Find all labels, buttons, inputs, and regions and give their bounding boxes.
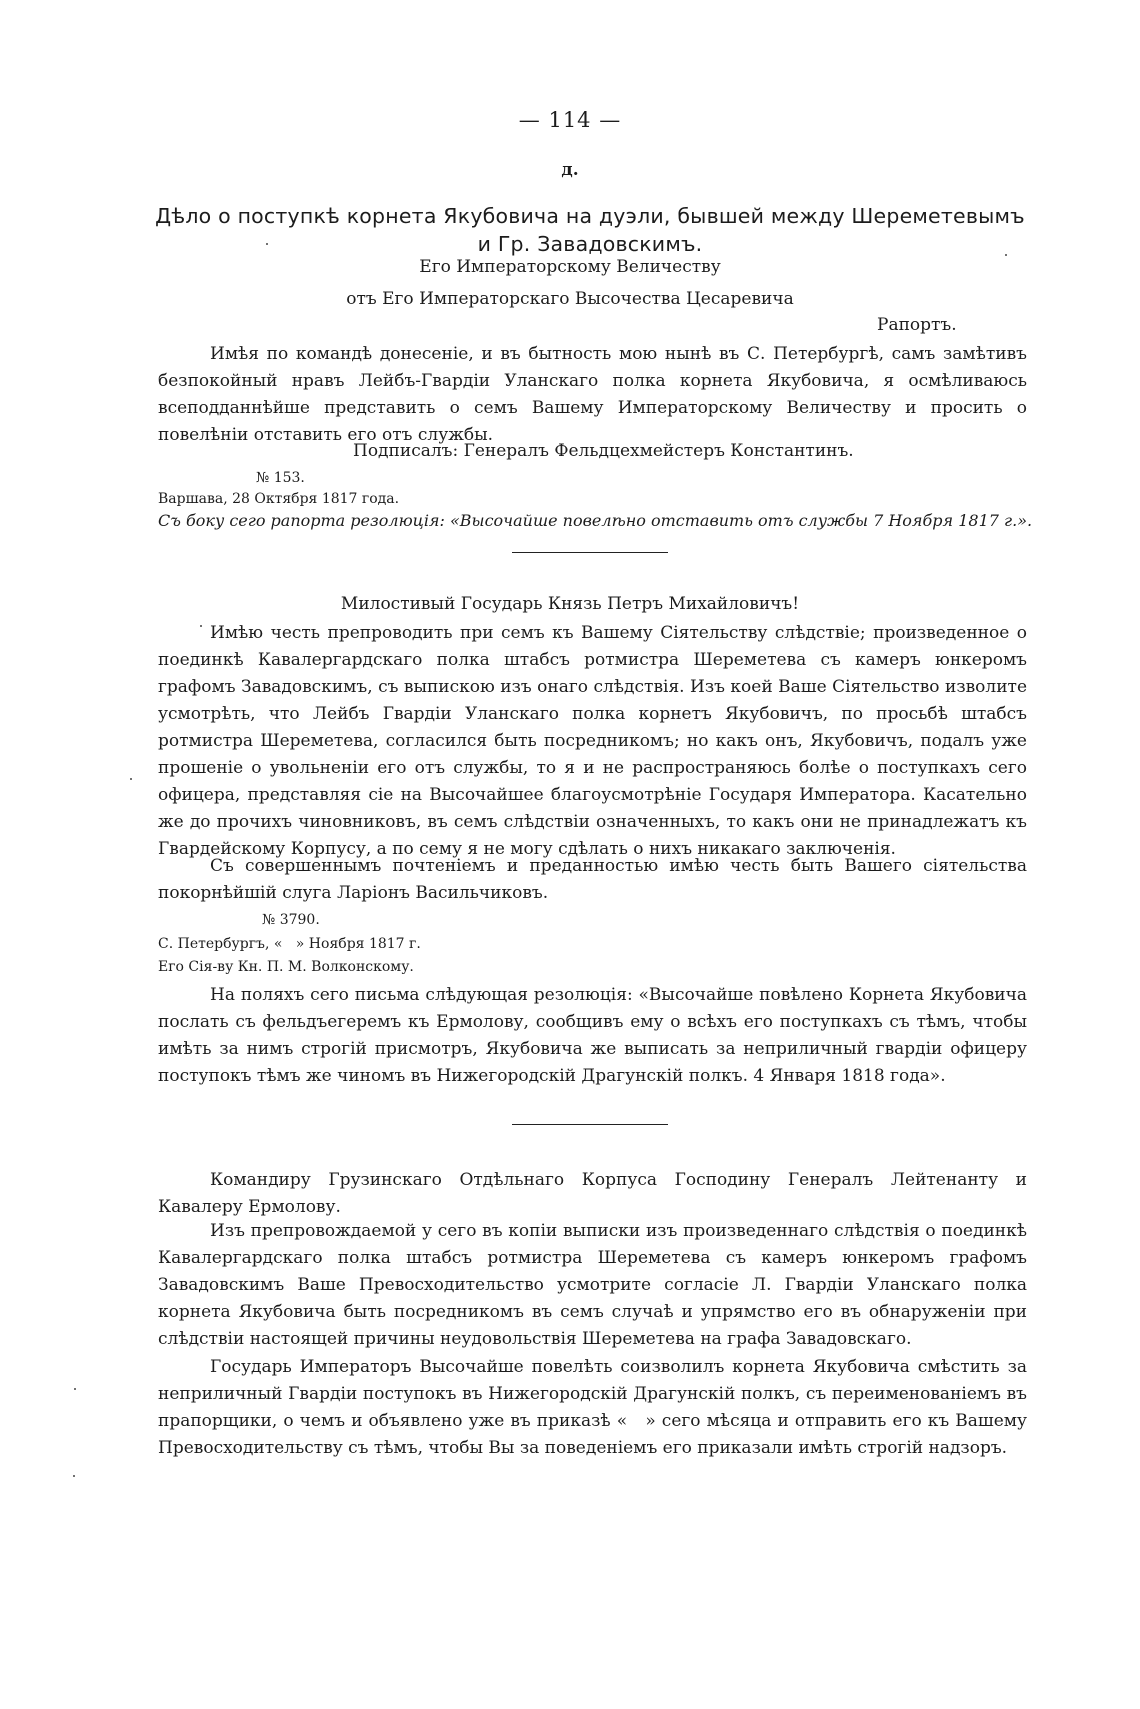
scan-speck <box>74 1388 76 1390</box>
report-addressee: Его Императорскому Величеству <box>419 257 721 277</box>
report-number: № 153. <box>256 470 305 486</box>
report-sender: отъ Его Императорскаго Высочества Цесаревича <box>346 289 794 309</box>
letter-body: Имѣю честь препроводить при семъ къ Вашему Сіятельству слѣдствіе; произведенное о поединкѣ Кавалергардскаго полка штабсъ ротмистра Шереметева съ камеръ юнкеромъ графомъ Завадовскимъ, съ выпискою изъ онаго слѣдствія. Изъ коей Ваше Сіятельство изволите усмотрѣть, что Лейбъ Гвардіи Уланскаго полка корнетъ Якубовичъ, по просьбѣ штабсъ ротмистра Шереметева, согласился быть посредникомъ; но какъ онъ, Якубовичъ, подалъ уже прошеніе о увольненіи его отъ службы, то я и не распространяюсь болѣе о поступкахъ сего офицера, представляя сіе на Высочайшее благоусмотрѣніе Государя Императора. Касательно же до прочихъ чиновниковъ, въ семъ слѣдствіи означенныхъ, то какъ они не принадлежатъ къ Гвардейскому Корпусу, а по сему я не могу сдѣлать о нихъ никакаго заключенія. <box>158 623 1027 859</box>
letter-place-date: С. Петербургъ, « » Ноября 1817 г. <box>158 936 421 952</box>
letter-recipient: Его Сія-ву Кн. П. М. Волконскому. <box>158 959 414 975</box>
section-divider <box>512 1124 668 1125</box>
letter-salutation: Милостивый Государь Князь Петръ Михайловичъ! <box>340 594 800 614</box>
report-body: Имѣя по командѣ донесеніе, и въ бытность мою нынѣ въ С. Петербургѣ, самъ замѣтивъ безпокойный нравъ Лейбъ-Гвардіи Уланскаго полка корнета Якубовича, я осмѣливаюсь всеподданнѣйше представить о семъ Вашему Императорскому Величеству и просить о повелѣніи отставить его отъ службы. <box>158 344 1027 445</box>
report-label: Рапортъ. <box>877 315 957 335</box>
letter-resolution: На поляхъ сего письма слѣдующая резолюція: «Высочайше повѣлено Корнета Якубовича послать съ фельдъегеремъ къ Ермолову, сообщивъ ему о всѣхъ его поступкахъ съ тѣмъ, чтобы имѣть за нимъ строгій присмотръ, Якубовича же выписать за неприличный гвардіи офицеру поступокъ тѣмъ же чиномъ въ Нижегородскій Драгунскій полкъ. 4 Января 1818 года». <box>158 985 1027 1086</box>
scan-speck <box>130 778 132 780</box>
scan-speck <box>266 243 268 245</box>
scan-speck <box>200 625 202 627</box>
scan-speck <box>1005 254 1007 256</box>
order-paragraph: Изъ препровождаемой у сего въ копіи выписки изъ произведеннаго слѣдствія о поединкѣ Кавалергардскаго полка штабсъ ротмистра Шереметева съ камеръ юнкеромъ графомъ Завадовскимъ Ваше Превосходительство усмотрите согласіе Л. Гвардіи Уланскаго полка корнета Якубовича быть посредникомъ въ семъ случаѣ и упрямство его въ обнаруженіи при слѣдствіи настоящей причины неудовольствія Шереметева на графа Завадовскаго. <box>158 1221 1027 1349</box>
order-address: Командиру Грузинскаго Отдѣльнаго Корпуса Господину Генералъ Лейтенанту и Кавалеру Ермолову. <box>158 1170 1027 1217</box>
letter-number: № 3790. <box>262 912 320 928</box>
section-letter: д. <box>561 160 579 180</box>
report-place-date: Варшава, 28 Октября 1817 года. <box>158 491 400 507</box>
letter-closing: Съ совершеннымъ почтеніемъ и преданностью имѣю честь быть Вашего сіятельства покорнѣйшій слуга Ларіонъ Васильчиковъ. <box>158 856 1027 903</box>
order-paragraph: Государь Императоръ Высочайше повелѣть соизволилъ корнета Якубовича смѣстить за неприличный Гвардіи поступокъ въ Нижегородскій Драгунскій полкъ, съ переименованіемъ въ прапорщики, о чемъ и объявлено уже въ приказѣ « » сего мѣсяца и отправить его къ Вашему Превосходительству съ тѣмъ, чтобы Вы за поведеніемъ его приказали имѣть строгій надзоръ. <box>158 1357 1033 1458</box>
report-resolution: Съ боку сего рапорта резолюція: «Высочайше повелѣно отставить отъ службы 7 Ноября 1817 г.». <box>158 511 1033 530</box>
scan-speck <box>73 1475 75 1477</box>
section-divider <box>512 552 668 553</box>
report-signature: Подписалъ: Генералъ Фельдцехмейстеръ Константинъ. <box>353 441 854 461</box>
document-title: Дѣло о поступкѣ корнета Якубовича на дуэли, бывшей между Шереметевымъ и Гр. Завадовскимъ. <box>155 204 1025 256</box>
page-number: — 114 — <box>518 108 622 132</box>
